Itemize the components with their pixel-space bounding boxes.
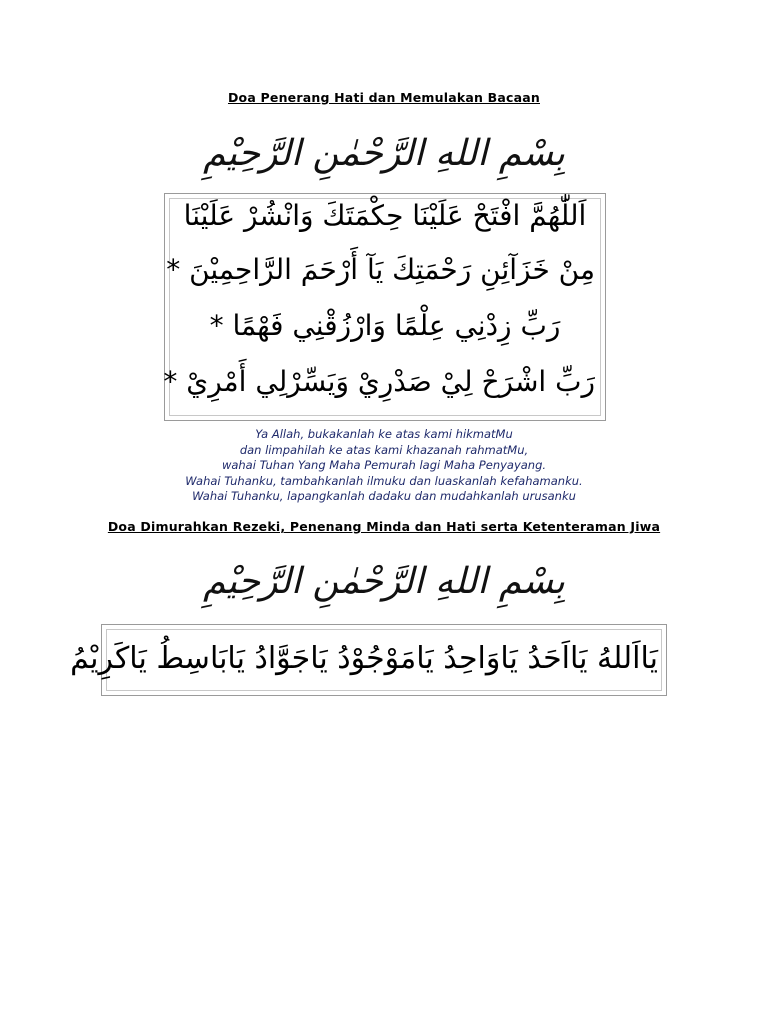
arabic-line-3: رَبِّ زِدْنِي عِلْمًا وَارْزُقْنِي فَهْمًا * <box>209 309 561 342</box>
translation-line: wahai Tuhan Yang Maha Pemurah lagi Maha Penyayang. <box>221 458 547 472</box>
asma-arabic-line: يَااَللهُ يَااَحَدُ يَاوَاحِدُ يَامَوْجُوْدُ يَاجَوَّادُ يَابَاسِطُ يَاكَرِيْمُ <box>70 641 658 676</box>
translation-line: Wahai Tuhanku, lapangkanlah dadaku dan mudahkanlah urusanku <box>192 489 576 503</box>
translation-line: dan limpahilah ke atas kami khazanah rahmatMu, <box>239 442 529 457</box>
bismillah-calligraphy: بِسْمِ اللهِ الرَّحْمٰنِ الرَّحِيْمِ <box>203 133 565 174</box>
bismillah-calligraphy-2: بِسْمِ اللهِ الرَّحْمٰنِ الرَّحِيْمِ <box>203 561 565 602</box>
arabic-line-4: رَبِّ اشْرَحْ لِيْ صَدْرِيْ وَيَسِّرْلِي أَمْرِيْ * <box>163 365 595 398</box>
translation-line: Ya Allah, bukakanlah ke atas kami hikmatMu <box>255 427 513 441</box>
section1-title: Doa Penerang Hati dan Memulakan Bacaan <box>227 90 540 105</box>
arabic-line-1: اَللّٰهُمَّ افْتَحْ عَلَيْنَا حِكْمَتَكَ وَانْشُرْ عَلَيْنَا <box>183 199 587 232</box>
translation-block <box>0 427 768 505</box>
arabic-line-2: مِنْ خَزَآئِنِ رَحْمَتِكَ يَآ أَرْحَمَ الرَّاحِمِيْنَ * <box>166 253 595 286</box>
doa-arabic-frame <box>164 193 606 421</box>
section2-title: Doa Dimurahkan Rezeki, Penenang Minda dan Hati serta Ketenteraman Jiwa <box>107 519 661 534</box>
translation-line: Wahai Tuhanku, tambahkanlah ilmuku dan luaskanlah kefahamanku. <box>185 473 583 488</box>
asma-arabic-frame <box>70 624 667 696</box>
